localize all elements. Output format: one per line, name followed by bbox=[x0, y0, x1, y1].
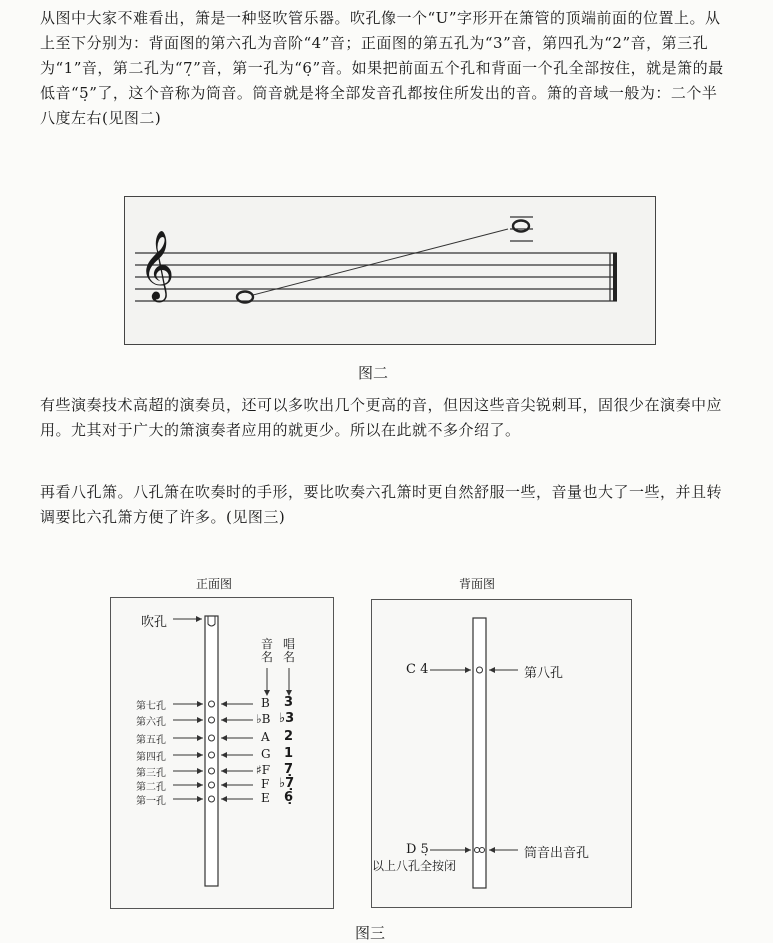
hole-6-sing: ♭3 bbox=[279, 711, 295, 726]
second-paragraph: 有些演奏技术高超的演奏员，还可以多吹出几个更高的音，但因这些音尖锐刺耳，固很少在演奏中应用。尤其对于广大的箫演奏者应用的就更少。所以在此就不多介绍了。 bbox=[40, 396, 723, 439]
sing-name-header: 唱 名 bbox=[282, 637, 295, 664]
figure2-caption: 图二 bbox=[358, 364, 389, 382]
hole-3-sing: 7̣ bbox=[284, 762, 294, 777]
blow-hole-label: 吹孔 bbox=[141, 615, 168, 630]
hole-4-sing: 1 bbox=[284, 746, 294, 761]
hole-7-label: 第七孔 bbox=[136, 701, 166, 712]
bottom-hole-label: 筒音出音孔 bbox=[524, 846, 590, 861]
staff-svg bbox=[125, 197, 655, 344]
bottom-sub-label: 以上八孔全按闭 bbox=[372, 859, 457, 873]
hole-1-note: E bbox=[261, 791, 270, 805]
back-title: 背面图 bbox=[459, 577, 496, 591]
hole-3-note: ♯F bbox=[256, 763, 271, 777]
hole-1-sing: 6̣ bbox=[284, 790, 294, 805]
hole-6-label: 第六孔 bbox=[136, 717, 166, 728]
hole-5-note: A bbox=[261, 730, 270, 744]
front-view-panel bbox=[110, 597, 334, 909]
hole-7-sing: 3 bbox=[284, 695, 294, 710]
hole-2-label: 第二孔 bbox=[136, 782, 166, 793]
hole-4-note: G bbox=[261, 747, 271, 761]
hole-1-label: 第一孔 bbox=[136, 796, 166, 807]
third-paragraph: 再看八孔箫。八孔箫在吹奏时的手形，要比吹奏六孔箫时更自然舒服一些，音量也大了一些，并且转调要比六孔箫方便了许多。(见图三) bbox=[40, 483, 723, 526]
hole-4-label: 第四孔 bbox=[136, 752, 166, 763]
hole-3-label: 第三孔 bbox=[136, 768, 166, 779]
hole-5-label: 第五孔 bbox=[136, 735, 166, 746]
hole-5-sing: 2 bbox=[284, 729, 294, 744]
hole-8-note: C 4 bbox=[406, 662, 429, 677]
hole-2-sing: ♭7̣ bbox=[279, 776, 295, 791]
hole-6-note: ♭B bbox=[256, 712, 271, 726]
figure3-caption: 图三 bbox=[355, 924, 386, 942]
hole-2-note: F bbox=[261, 777, 270, 791]
treble-clef: 𝄞 bbox=[139, 230, 175, 300]
back-view-panel bbox=[371, 599, 632, 908]
hole-8-label: 第八孔 bbox=[524, 666, 564, 681]
high-note bbox=[513, 221, 529, 232]
hole-7-note: B bbox=[261, 696, 270, 710]
note-name-header: 音 名 bbox=[260, 637, 273, 664]
staff-figure bbox=[124, 196, 656, 345]
intro-paragraph: 从图中大家不难看出，箫是一种竖吹管乐器。吹孔像一个“U”字形开在箫管的顶端前面的位置上。从上至下分别为：背面图的第六孔为音阶“4”音；正面图的第五孔为“3”音，第四孔为“2”音，第三孔为“1”音，第二孔为“7̣”音，第一孔为“6̣”音。如果把前面五个孔和背面一个孔全部按住，就是箫的最低音“5̣”了，这个音称为筒音。筒音就是将全部发音孔都按住所发出的音。箫的音域一般为：二个半八度左右(见图二) bbox=[40, 9, 724, 127]
front-title: 正面图 bbox=[196, 577, 233, 591]
bottom-note: D 5̣ bbox=[406, 842, 429, 857]
